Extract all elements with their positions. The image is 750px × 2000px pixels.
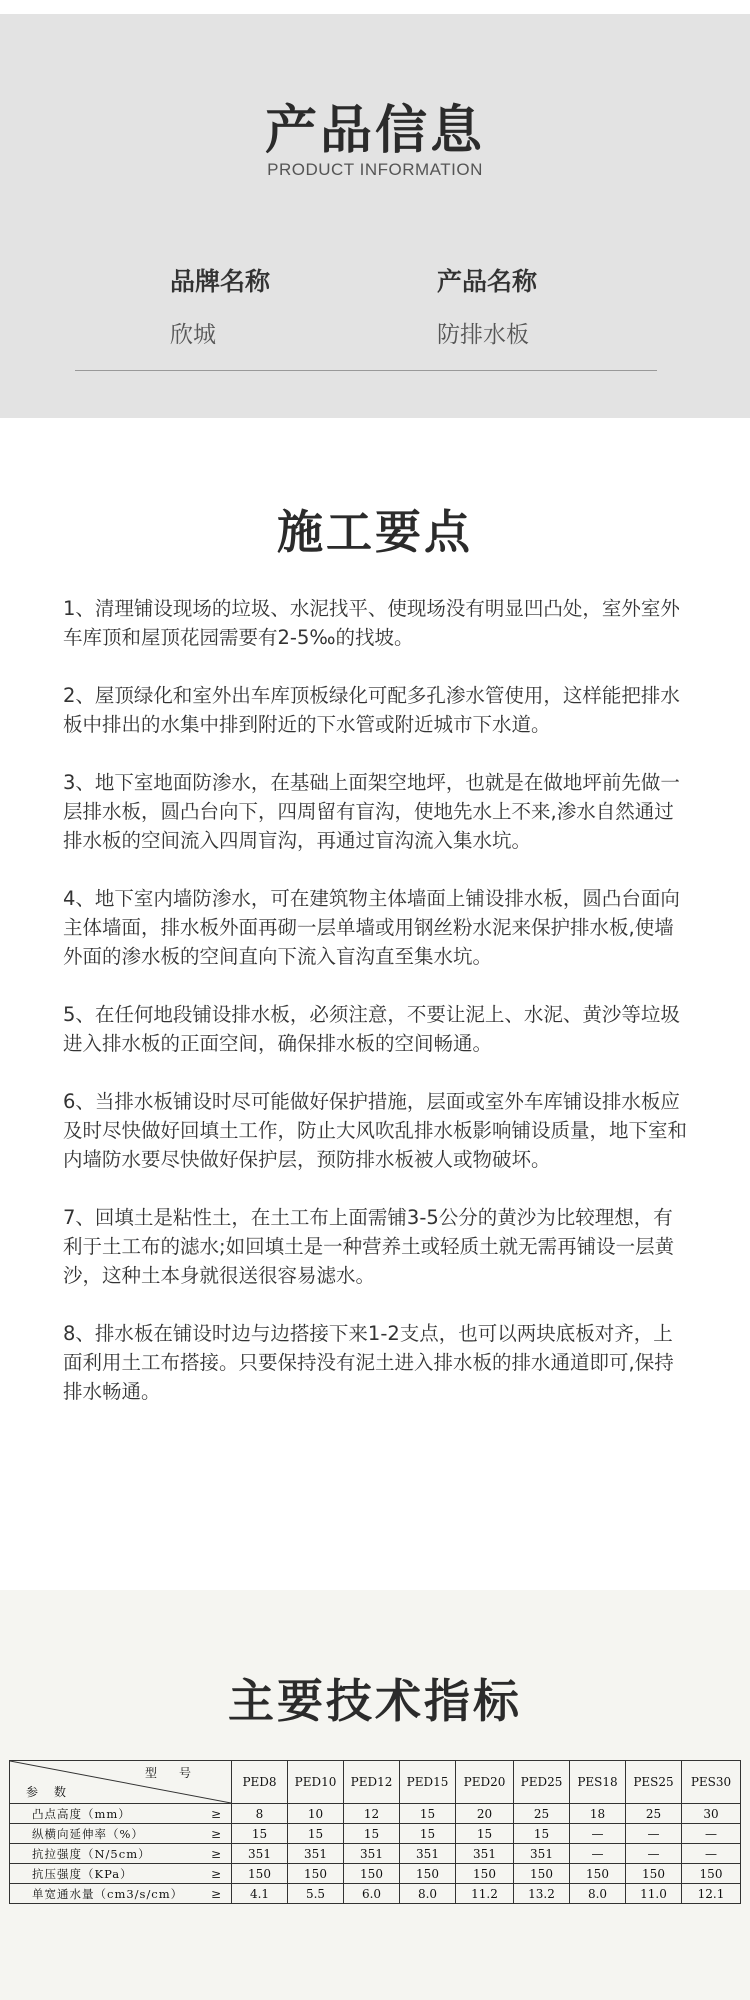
spec-cell: — (570, 1824, 626, 1844)
spec-model-header: PES30 (682, 1761, 741, 1804)
spec-cell: 150 (456, 1864, 514, 1884)
spec-cell: 8 (232, 1804, 288, 1824)
spec-cell: 15 (456, 1824, 514, 1844)
spec-model-header: PED20 (456, 1761, 514, 1804)
product-info-subtitle: PRODUCT INFORMATION (267, 160, 483, 179)
construction-point: 5、在任何地段铺设排水板，必须注意，不要让泥上、水泥、黄沙等垃圾进入排水板的正面空间，确保排水板的空间畅通。 (63, 1003, 680, 1055)
spec-model-header: PES25 (626, 1761, 682, 1804)
spec-cell: 150 (682, 1864, 741, 1884)
spec-cell: 150 (400, 1864, 456, 1884)
spec-cell: 351 (344, 1844, 400, 1864)
brand-label: 品牌名称 (170, 267, 271, 296)
spec-param-name: 纵横向延伸率（%） (10, 1824, 192, 1844)
spec-row (10, 1844, 741, 1864)
construction-point: 6、当排水板铺设时尽可能做好保护措施，层面或室外车库铺设排水板应及时尽快做好回填土工作，防止大风吹乱排水板影响铺设质量，地下室和内墙防水要尽快做好保护层，预防排水板被人或物破坏。 (63, 1090, 688, 1171)
tech-spec-section (0, 1590, 750, 2000)
spec-row (10, 1824, 741, 1844)
spec-param-name: 抗压强度（KPa） (10, 1864, 192, 1884)
spec-cell: 18 (570, 1804, 626, 1824)
spec-header-row (10, 1761, 741, 1804)
construction-points-list (63, 594, 691, 1435)
spec-cell: 11.0 (626, 1884, 682, 1904)
brand-block (170, 262, 270, 349)
spec-cell: — (626, 1824, 682, 1844)
spec-cell: 15 (400, 1824, 456, 1844)
spec-cell: — (682, 1824, 741, 1844)
product-info-section (0, 0, 750, 418)
spec-param-cond: ≥ (192, 1844, 232, 1864)
product-name-value: 防排水板 (437, 322, 529, 348)
spec-cell: 11.2 (456, 1884, 514, 1904)
spec-cell: 15 (288, 1824, 344, 1844)
spec-cell: — (570, 1844, 626, 1864)
spec-cell: 12.1 (682, 1884, 741, 1904)
construction-point: 7、回填土是粘性土，在土工布上面需铺3-5公分的黄沙为比较理想，有利于土工布的滤水;如回填土是一种营养土或轻质土就无需再铺设一层黄沙，这种土本身就很送很容易滤水。 (63, 1206, 675, 1287)
spec-cell: 12 (344, 1804, 400, 1824)
spec-cell: 15 (400, 1804, 456, 1824)
spec-row (10, 1884, 741, 1904)
spec-cell: 15 (514, 1824, 570, 1844)
spec-model-header: PED25 (514, 1761, 570, 1804)
spec-param-cond: ≥ (192, 1884, 232, 1904)
spec-cell: 351 (288, 1844, 344, 1864)
spec-cell: 351 (232, 1844, 288, 1864)
spec-param-cond: ≥ (192, 1864, 232, 1884)
info-divider (75, 370, 657, 371)
spec-model-header: PES18 (570, 1761, 626, 1804)
spec-param-cond: ≥ (192, 1824, 232, 1844)
spec-model-header: PED8 (232, 1761, 288, 1804)
construction-point: 4、地下室内墙防渗水，可在建筑物主体墙面上铺设排水板，圆凸台面向主体墙面，排水板外面再砌一层单墙或用钢丝粉水泥来保护排水板,使墙外面的渗水板的空间直向下流入盲沟直至集水坑。 (63, 887, 680, 968)
spec-cell: 150 (344, 1864, 400, 1884)
spec-model-header: PED12 (344, 1761, 400, 1804)
spec-cell: 5.5 (288, 1884, 344, 1904)
spec-model-header: PED15 (400, 1761, 456, 1804)
spec-cell: 15 (344, 1824, 400, 1844)
construction-point: 8、排水板在铺设时边与边搭接下来1-2支点，也可以两块底板对齐，上面利用土工布搭接。只要保持没有泥土进入排水板的排水通道即可,保持排水畅通。 (63, 1322, 674, 1403)
spec-param-cond: ≥ (192, 1804, 232, 1824)
brand-value: 欣城 (170, 322, 216, 348)
product-info-title: 产品信息 (264, 101, 485, 161)
product-name-block (437, 262, 537, 349)
tech-spec-title: 主要技术指标 (228, 1674, 522, 1728)
construction-point: 2、屋顶绿化和室外出车库顶板绿化可配多孔渗水管使用，这样能把排水板中排出的水集中排到附近的下水管或附近城市下水道。 (63, 684, 680, 736)
construction-point: 3、地下室地面防渗水，在基础上面架空地坪，也就是在做地坪前先做一层排水板，圆凸台向下，四周留有盲沟，使地先水上不来,渗水自然通过排水板的空间流入四周盲沟，再通过盲沟流入集水坑。 (63, 771, 680, 852)
spec-cell: 4.1 (232, 1884, 288, 1904)
spec-cell: 13.2 (514, 1884, 570, 1904)
spec-model-header: PED10 (288, 1761, 344, 1804)
spec-cell: 150 (570, 1864, 626, 1884)
construction-section (0, 418, 750, 1590)
top-strip (0, 0, 750, 14)
spec-cell: 351 (456, 1844, 514, 1864)
spec-table (9, 1760, 741, 1904)
spec-corner-cell (10, 1761, 232, 1804)
spec-cell: 150 (514, 1864, 570, 1884)
spec-cell: 150 (232, 1864, 288, 1884)
spec-cell: 351 (514, 1844, 570, 1864)
construction-point: 1、清理铺设现场的垃圾、水泥找平、使现场没有明显凹凸处，室外室外车库顶和屋顶花园需要有2-5‰的找坡。 (63, 597, 680, 649)
spec-corner-param: 参数 (26, 1785, 83, 1799)
spec-row (10, 1864, 741, 1884)
spec-cell: 25 (514, 1804, 570, 1824)
spec-cell: 6.0 (344, 1884, 400, 1904)
spec-cell: 150 (288, 1864, 344, 1884)
spec-corner-model: 型号 (144, 1766, 213, 1780)
construction-title: 施工要点 (277, 505, 473, 559)
spec-cell: — (626, 1844, 682, 1864)
spec-cell: 351 (400, 1844, 456, 1864)
spec-param-name: 单宽通水量（cm3/s/cm） (10, 1884, 192, 1904)
spec-param-name: 抗拉强度（N/5cm） (10, 1844, 192, 1864)
spec-cell: 8.0 (400, 1884, 456, 1904)
spec-cell: 25 (626, 1804, 682, 1824)
spec-row (10, 1804, 741, 1824)
spec-cell: — (682, 1844, 741, 1864)
spec-param-name: 凸点高度（mm） (10, 1804, 192, 1824)
spec-cell: 10 (288, 1804, 344, 1824)
spec-cell: 20 (456, 1804, 514, 1824)
product-name-label: 产品名称 (437, 267, 538, 296)
spec-cell: 8.0 (570, 1884, 626, 1904)
spec-cell: 30 (682, 1804, 741, 1824)
spec-cell: 150 (626, 1864, 682, 1884)
spec-cell: 15 (232, 1824, 288, 1844)
